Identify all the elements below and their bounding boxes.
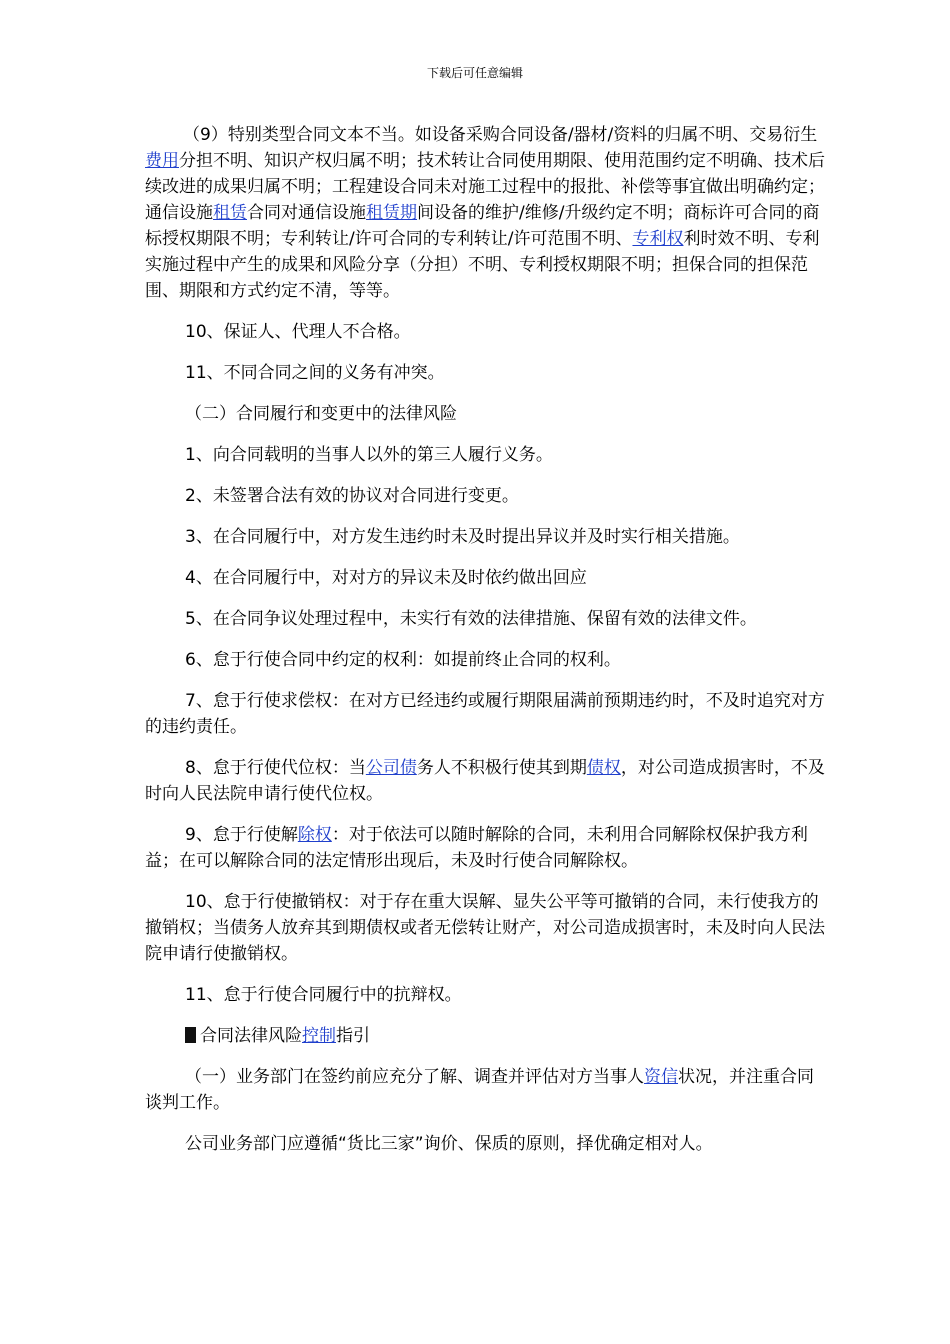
paragraph-text: 1、向合同载明的当事人以外的第三人履行义务。: [185, 445, 553, 465]
paragraph-text: 合同对通信设施: [247, 203, 366, 223]
section-bullet-icon: [185, 1027, 196, 1043]
paragraph-6: [145, 483, 830, 509]
paragraph-text: 分担不明、知识产权归属不明；技术转让合同使用期限、使用范围约定不明确、技术后续改进的成果归属不明；工程建设合同未对施工过程中的报批、补偿等事宜做出明确约定；通信设施: [145, 151, 825, 223]
term-link[interactable]: 专利权: [632, 229, 684, 249]
paragraph-text: 10、保证人、代理人不合格。: [185, 322, 411, 342]
term-link[interactable]: 费用: [145, 151, 179, 171]
paragraph-5: [145, 442, 830, 468]
paragraph-3: [145, 360, 830, 386]
term-link[interactable]: 控制: [302, 1026, 336, 1046]
paragraph-text: （9）特别类型合同文本不当。如设备采购合同设备/器材/资料的归属不明、交易衍生: [183, 125, 818, 145]
paragraph-text: 11、怠于行使合同履行中的抗辩权。: [185, 985, 462, 1005]
paragraph-text: ，对公司造成损害时，不及时向人民法院申请行使代位权。: [145, 758, 825, 804]
paragraph-text: 2、未签署合法有效的协议对合同进行变更。: [185, 486, 519, 506]
paragraph-16: [145, 1023, 830, 1049]
paragraph-text: 务人不积极行使其到期: [416, 758, 587, 778]
paragraph-text: 状况，并注重合同谈判工作。: [145, 1067, 814, 1113]
paragraph-2: [145, 319, 830, 345]
paragraph-18: [145, 1131, 830, 1157]
paragraph-text: 8、怠于行使代位权：当: [185, 758, 366, 778]
paragraph-text: 9、怠于行使解: [185, 825, 298, 845]
paragraph-text: 6、怠于行使合同中约定的权利：如提前终止合同的权利。: [185, 650, 621, 670]
term-link[interactable]: 公司债: [365, 758, 417, 778]
paragraph-text: 合同法律风险: [200, 1026, 302, 1046]
term-link[interactable]: 资信: [644, 1067, 678, 1087]
paragraph-1: [145, 122, 830, 304]
paragraph-text: ：对于依法可以随时解除的合同，未利用合同解除权保护我方利益；在可以解除合同的法定情形出现后，未及时行使合同解除权。: [145, 825, 808, 871]
paragraph-text: 5、在合同争议处理过程中，未实行有效的法律措施、保留有效的法律文件。: [185, 609, 757, 629]
paragraph-text: （一）业务部门在签约前应充分了解、调查并评估对方当事人: [185, 1067, 644, 1087]
paragraph-text: （二）合同履行和变更中的法律风险: [185, 404, 457, 424]
term-link[interactable]: 租赁期: [366, 203, 417, 223]
paragraph-9: [145, 606, 830, 632]
page-header: 下载后可任意编辑: [426, 66, 523, 80]
paragraph-text: 11、不同合同之间的义务有冲突。: [185, 363, 445, 383]
term-link[interactable]: 债权: [586, 758, 621, 778]
term-link[interactable]: 租赁: [213, 203, 247, 223]
document-body: [145, 122, 830, 1172]
paragraph-text: 4、在合同履行中，对对方的异议未及时依约做出回应: [185, 568, 587, 588]
term-link[interactable]: 除权: [297, 825, 332, 845]
paragraph-10: [145, 647, 830, 673]
paragraph-text: 10、怠于行使撤销权：对于存在重大误解、显失公平等可撤销的合同，未行使我方的撤销权；当债务人放弃其到期债权或者无偿转让财产，对公司造成损害时，未及时向人民法院申请行使撤销权。: [145, 892, 825, 964]
paragraph-4: [145, 401, 830, 427]
paragraph-7: [145, 524, 830, 550]
paragraph-text: 公司业务部门应遵循“货比三家”询价、保质的原则，择优确定相对人。: [185, 1134, 713, 1154]
paragraph-11: [145, 688, 830, 740]
paragraph-17: [145, 1064, 830, 1116]
paragraph-14: [145, 889, 830, 967]
paragraph-text: 指引: [336, 1026, 370, 1046]
paragraph-text: 3、在合同履行中，对方发生违约时未及时提出异议并及时实行相关措施。: [185, 527, 740, 547]
paragraph-13: [145, 822, 830, 874]
paragraph-12: [145, 755, 830, 807]
paragraph-text: 利时效不明、专利实施过程中产生的成果和风险分享（分担）不明、专利授权期限不明；担保合同的担保范围、期限和方式约定不清，等等。: [145, 229, 820, 301]
paragraph-8: [145, 565, 830, 591]
paragraph-15: [145, 982, 830, 1008]
paragraph-text: 间设备的维护/维修/升级约定不明；商标许可合同的商标授权期限不明；专利转让/许可合同的专利转让/许可范围不明、: [145, 203, 820, 249]
paragraph-text: 7、怠于行使求偿权：在对方已经违约或履行期限届满前预期违约时，不及时追究对方的违约责任。: [145, 691, 825, 737]
